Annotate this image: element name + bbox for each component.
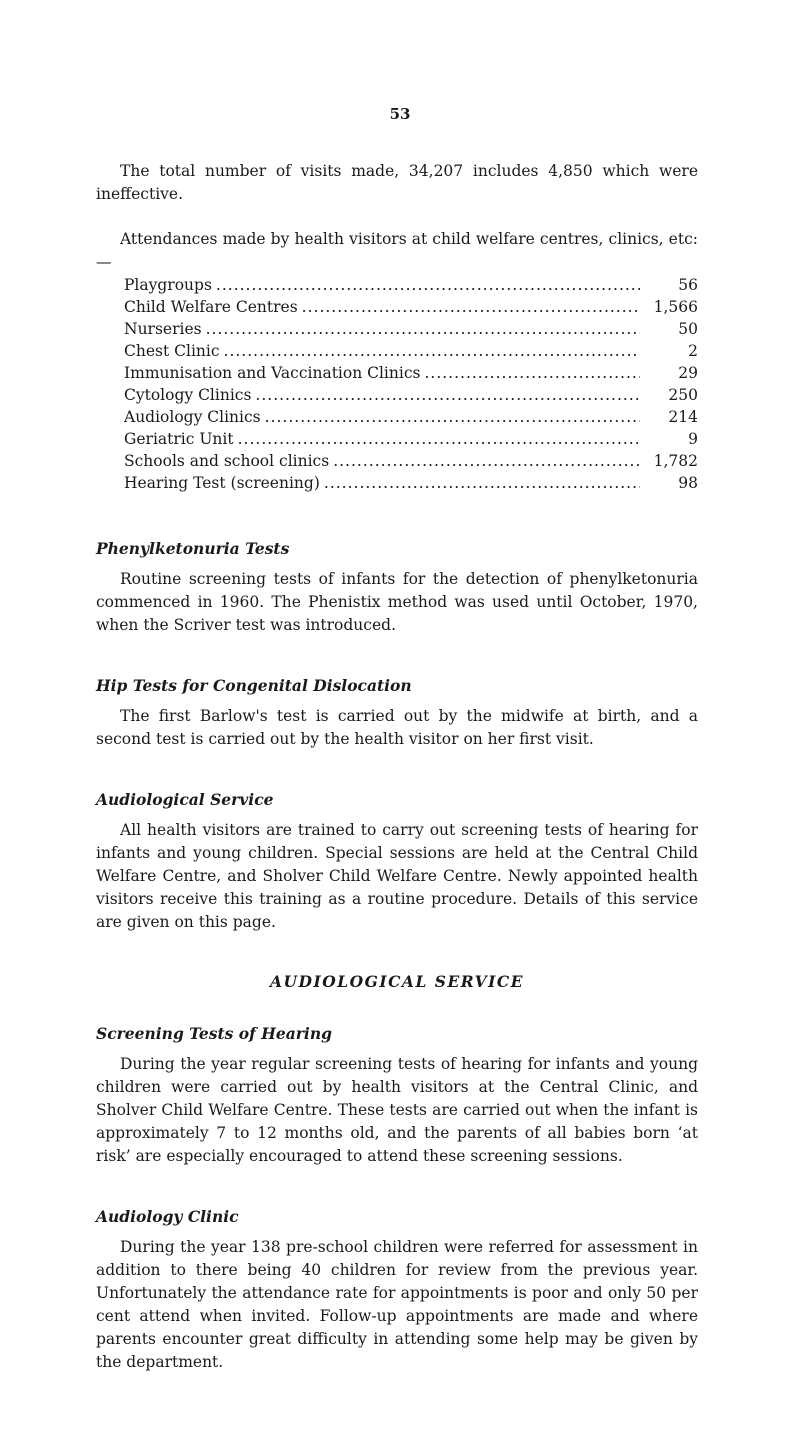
attendance-label: Audiology Clinics: [124, 408, 261, 426]
leader-dots: [424, 362, 640, 384]
attendance-label: Chest Clinic: [124, 342, 220, 360]
attendance-label: Nurseries: [124, 320, 202, 338]
attendance-label: Schools and school clinics: [124, 452, 330, 470]
leader-dots: [238, 428, 640, 450]
section-audiological-service: [96, 789, 698, 934]
attendance-label: Child Welfare Centres: [124, 298, 298, 316]
section-heading: Audiological Service: [96, 790, 274, 809]
attendance-row: [96, 450, 698, 472]
leader-dots: [206, 318, 640, 340]
attendance-value: 29: [678, 364, 698, 382]
attendance-label: Playgroups: [124, 276, 212, 294]
attendance-value: 9: [688, 430, 698, 448]
main-section-heading: AUDIOLOGICAL SERVICE: [269, 972, 525, 991]
leader-dots: [216, 274, 640, 296]
leader-dots: [224, 340, 640, 362]
section-heading: Phenylketonuria Tests: [96, 539, 290, 558]
leader-dots: [302, 296, 640, 318]
attendance-value: 98: [678, 474, 698, 492]
section-body: All health visitors are trained to carry out screening tests of hearing for infants and young children. Special sessions are held at the Central Child Welfare Centre, and Sholver Child Welfare Centre. Newly appointed health visitors receive this training as a routine procedure. Details of this service are given on this page.: [96, 821, 698, 931]
attendance-label: Cytology Clinics: [124, 386, 252, 404]
attendances-intro: Attendances made by health visitors at child welfare centres, clinics, etc:—: [96, 230, 698, 271]
section-heading: Audiology Clinic: [96, 1207, 239, 1226]
section-audiology-clinic: [96, 1206, 698, 1374]
attendance-value: 2: [688, 342, 698, 360]
section-body: During the year 138 pre-school children were referred for assessment in addition to there being 40 children for review from the previous year. Unfortunately the attendance rate for appointments is poor and only 50 per cent attend when invited. Follow-up appointments are made and where parents encounter great difficulty in attending some help may be given by the department.: [96, 1238, 698, 1371]
section-body: The first Barlow's test is carried out by the midwife at birth, and a second test is carried out by the health visitor on her first visit.: [96, 707, 698, 748]
attendance-label: Immunisation and Vaccination Clinics: [124, 364, 421, 382]
section-heading: Screening Tests of Hearing: [96, 1024, 332, 1043]
attendance-row: [96, 340, 698, 362]
attendance-value: 214: [668, 408, 698, 426]
attendance-row: [96, 296, 698, 318]
attendance-row: [96, 274, 698, 296]
leader-dots: [265, 406, 640, 428]
page-number: 53: [389, 105, 411, 123]
attendance-value: 1,782: [653, 452, 698, 470]
section-body: During the year regular screening tests of hearing for infants and young children were carried out by health visitors at the Central Clinic, and Sholver Child Welfare Centre. These tests are carried out when the infant is approximately 7 to 12 months old, and the parents of all babies born ‘at risk’ are especially encouraged to attend these screening sessions.: [96, 1055, 698, 1165]
attendance-row: [96, 428, 698, 450]
intro-paragraph: The total number of visits made, 34,207 includes 4,850 which were ineffective.: [96, 162, 698, 203]
leader-dots: [333, 450, 640, 472]
page-content: [96, 160, 698, 1412]
section-screening-tests: [96, 1023, 698, 1168]
attendance-label: Geriatric Unit: [124, 430, 234, 448]
leader-dots: [255, 384, 640, 406]
attendance-value: 1,566: [653, 298, 698, 316]
attendance-row: [96, 472, 698, 494]
leader-dots: [324, 472, 640, 494]
attendance-row: [96, 384, 698, 406]
attendance-value: 50: [678, 320, 698, 338]
attendance-value: 250: [668, 386, 698, 404]
attendance-row: [96, 318, 698, 340]
section-phenylketonuria: [96, 538, 698, 637]
attendance-row: [96, 362, 698, 384]
attendance-value: 56: [678, 276, 698, 294]
section-body: Routine screening tests of infants for the detection of phenylketonuria commenced in 1960. The Phenistix method was used until October, 1970, when the Scriver test was introduced.: [96, 570, 698, 634]
attendances-list: [96, 274, 698, 494]
attendance-label: Hearing Test (screening): [124, 474, 320, 492]
attendance-row: [96, 406, 698, 428]
section-hip-tests: [96, 675, 698, 751]
section-heading: Hip Tests for Congenital Dislocation: [96, 676, 412, 695]
